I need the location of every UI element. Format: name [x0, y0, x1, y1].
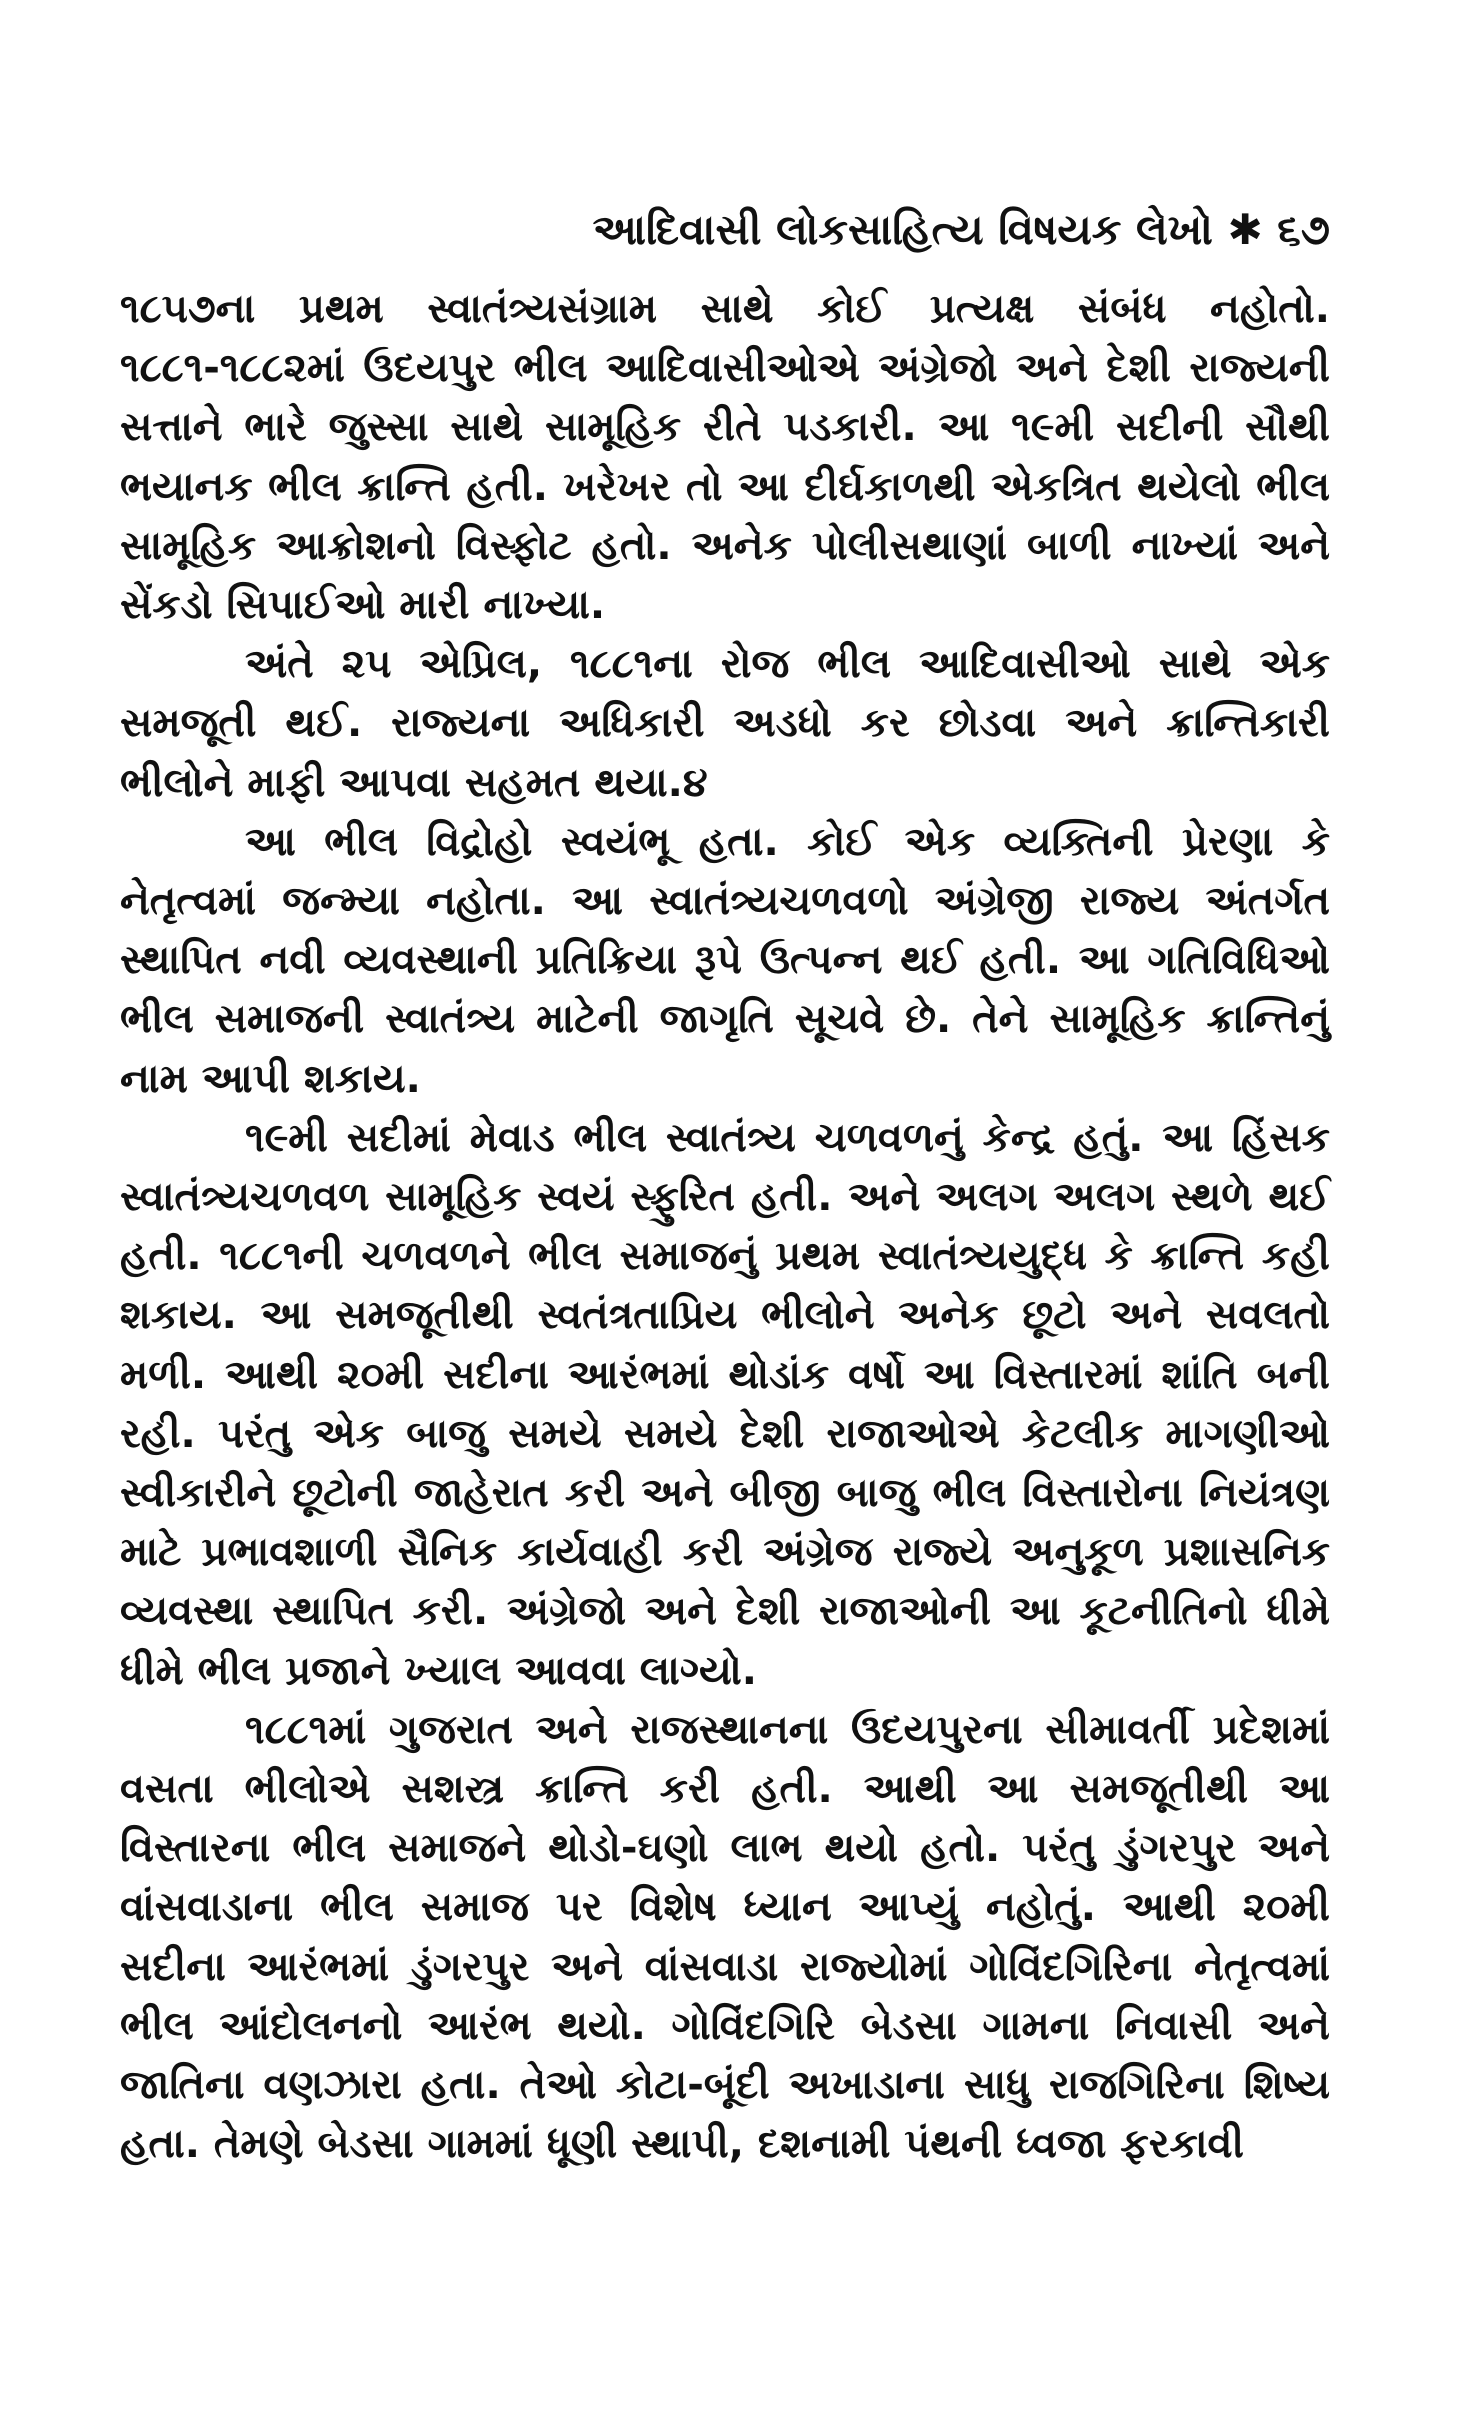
running-header	[120, 205, 1330, 255]
running-title: આદિવાસી લોકસાહિત્ય વિષયક લેખો	[592, 205, 1213, 254]
paragraph-1: ૧૮૫૭ના પ્રથમ સ્વાતંત્ર્યસંગ્રામ સાથે કોઈ પ્રત્યક્ષ સંબંધ નહોતો. ૧૮૮૧-૧૮૮૨માં ઉદયપુર ભીલ આદિવાસીઓએ અંગ્રેજો અને દેશી રાજ્યની સત્તાને ભારે જુસ્સા સાથે સામૂહિક રીતે પડકારી. આ ૧૯મી સદીની સૌથી ભયાનક ભીલ ક્રાન્તિ હતી. ખરેખર તો આ દીર્ઘકાળથી એકત્રિત થયેલો ભીલ સામૂહિક આક્રોશનો વિસ્ફોટ હતો. અનેક પોલીસથાણાં બાળી નાખ્યાં અને સેંકડો સિપાઈઓ મારી નાખ્યા.	[120, 286, 1330, 629]
paragraph-2: અંતે ૨૫ એપ્રિલ, ૧૮૮૧ના રોજ ભીલ આદિવાસીઓ સાથે એક સમજૂતી થઈ. રાજ્યના અધિકારી અડધો કર છોડવા અને ક્રાન્તિકારી ભીલોને માફી આપવા સહમત થયા.૪	[120, 641, 1330, 806]
page-number: ૬૭	[1277, 205, 1330, 254]
header-separator-icon: ✱	[1227, 205, 1263, 254]
paragraph-3: આ ભીલ વિદ્રોહો સ્વયંભૂ હતા. કોઈ એક વ્યક્તિની પ્રેરણા કે નેતૃત્વમાં જન્મ્યા નહોતા. આ સ્વાતંત્ર્યચળવળો અંગ્રેજી રાજ્ય અંતર્ગત સ્થાપિત નવી વ્યવસ્થાની પ્રતિક્રિયા રૂપે ઉત્પન્ન થઈ હતી. આ ગતિવિધિઓ ભીલ સમાજની સ્વાતંત્ર્ય માટેની જાગૃતિ સૂચવે છે. તેને સામૂહિક ક્રાન્તિનું નામ આપી શકાય.	[120, 818, 1330, 1102]
body-text	[120, 280, 1330, 2175]
paragraph-5: ૧૮૮૧માં ગુજરાત અને રાજસ્થાનના ઉદયપુરના સીમાવર્તી પ્રદેશમાં વસતા ભીલોએ સશસ્ત્ર ક્રાન્તિ કરી હતી. આથી આ સમજૂતીથી આ વિસ્તારના ભીલ સમાજને થોડો-ઘણો લાભ થયો હતો. પરંતુ ડુંગરપુર અને વાંસવાડાના ભીલ સમાજ પર વિશેષ ધ્યાન આપ્યું નહોતું. આથી ૨૦મી સદીના આરંભમાં ડુંગરપુર અને વાંસવાડા રાજ્યોમાં ગોવિંદગિરિના નેતૃત્વમાં ભીલ આંદોલનનો આરંભ થયો. ગોવિંદગિરિ બેડસા ગામના નિવાસી અને જાતિના વણઝારા હતા. તેઓ કોટા-બૂંદી અખાડાના સાધુ રાજગિરિના શિષ્ય હતા. તેમણે બેડસા ગામમાં ધૂણી સ્થાપી, દશનામી પંથની ધ્વજા ફરકાવી	[120, 1706, 1330, 2168]
paragraph-4: ૧૯મી સદીમાં મેવાડ ભીલ સ્વાતંત્ર્ય ચળવળનું કેન્દ્ર હતું. આ હિંસક સ્વાતંત્ર્યચળવળ સામૂહિક સ્વયં સ્ફુરિત હતી. અને અલગ અલગ સ્થળે થઈ હતી. ૧૮૮૧ની ચળવળને ભીલ સમાજનું પ્રથમ સ્વાતંત્ર્યયુદ્ધ કે ક્રાન્તિ કહી શકાય. આ સમજૂતીથી સ્વતંત્રતાપ્રિય ભીલોને અનેક છૂટો અને સવલતો મળી. આથી ૨૦મી સદીના આરંભમાં થોડાંક વર્ષો આ વિસ્તારમાં શાંતિ બની રહી. પરંતુ એક બાજુ સમયે સમયે દેશી રાજાઓએ કેટલીક માગણીઓ સ્વીકારીને છૂટોની જાહેરાત કરી અને બીજી બાજુ ભીલ વિસ્તારોના નિયંત્રણ માટે પ્રભાવશાળી સૈનિક કાર્યવાહી કરી અંગ્રેજ રાજ્યે અનુકૂળ પ્રશાસનિક વ્યવસ્થા સ્થાપિત કરી. અંગ્રેજો અને દેશી રાજાઓની આ કૂટનીતિનો ધીમે ધીમે ભીલ પ્રજાને ખ્યાલ આવવા લાગ્યો.	[120, 1114, 1330, 1694]
